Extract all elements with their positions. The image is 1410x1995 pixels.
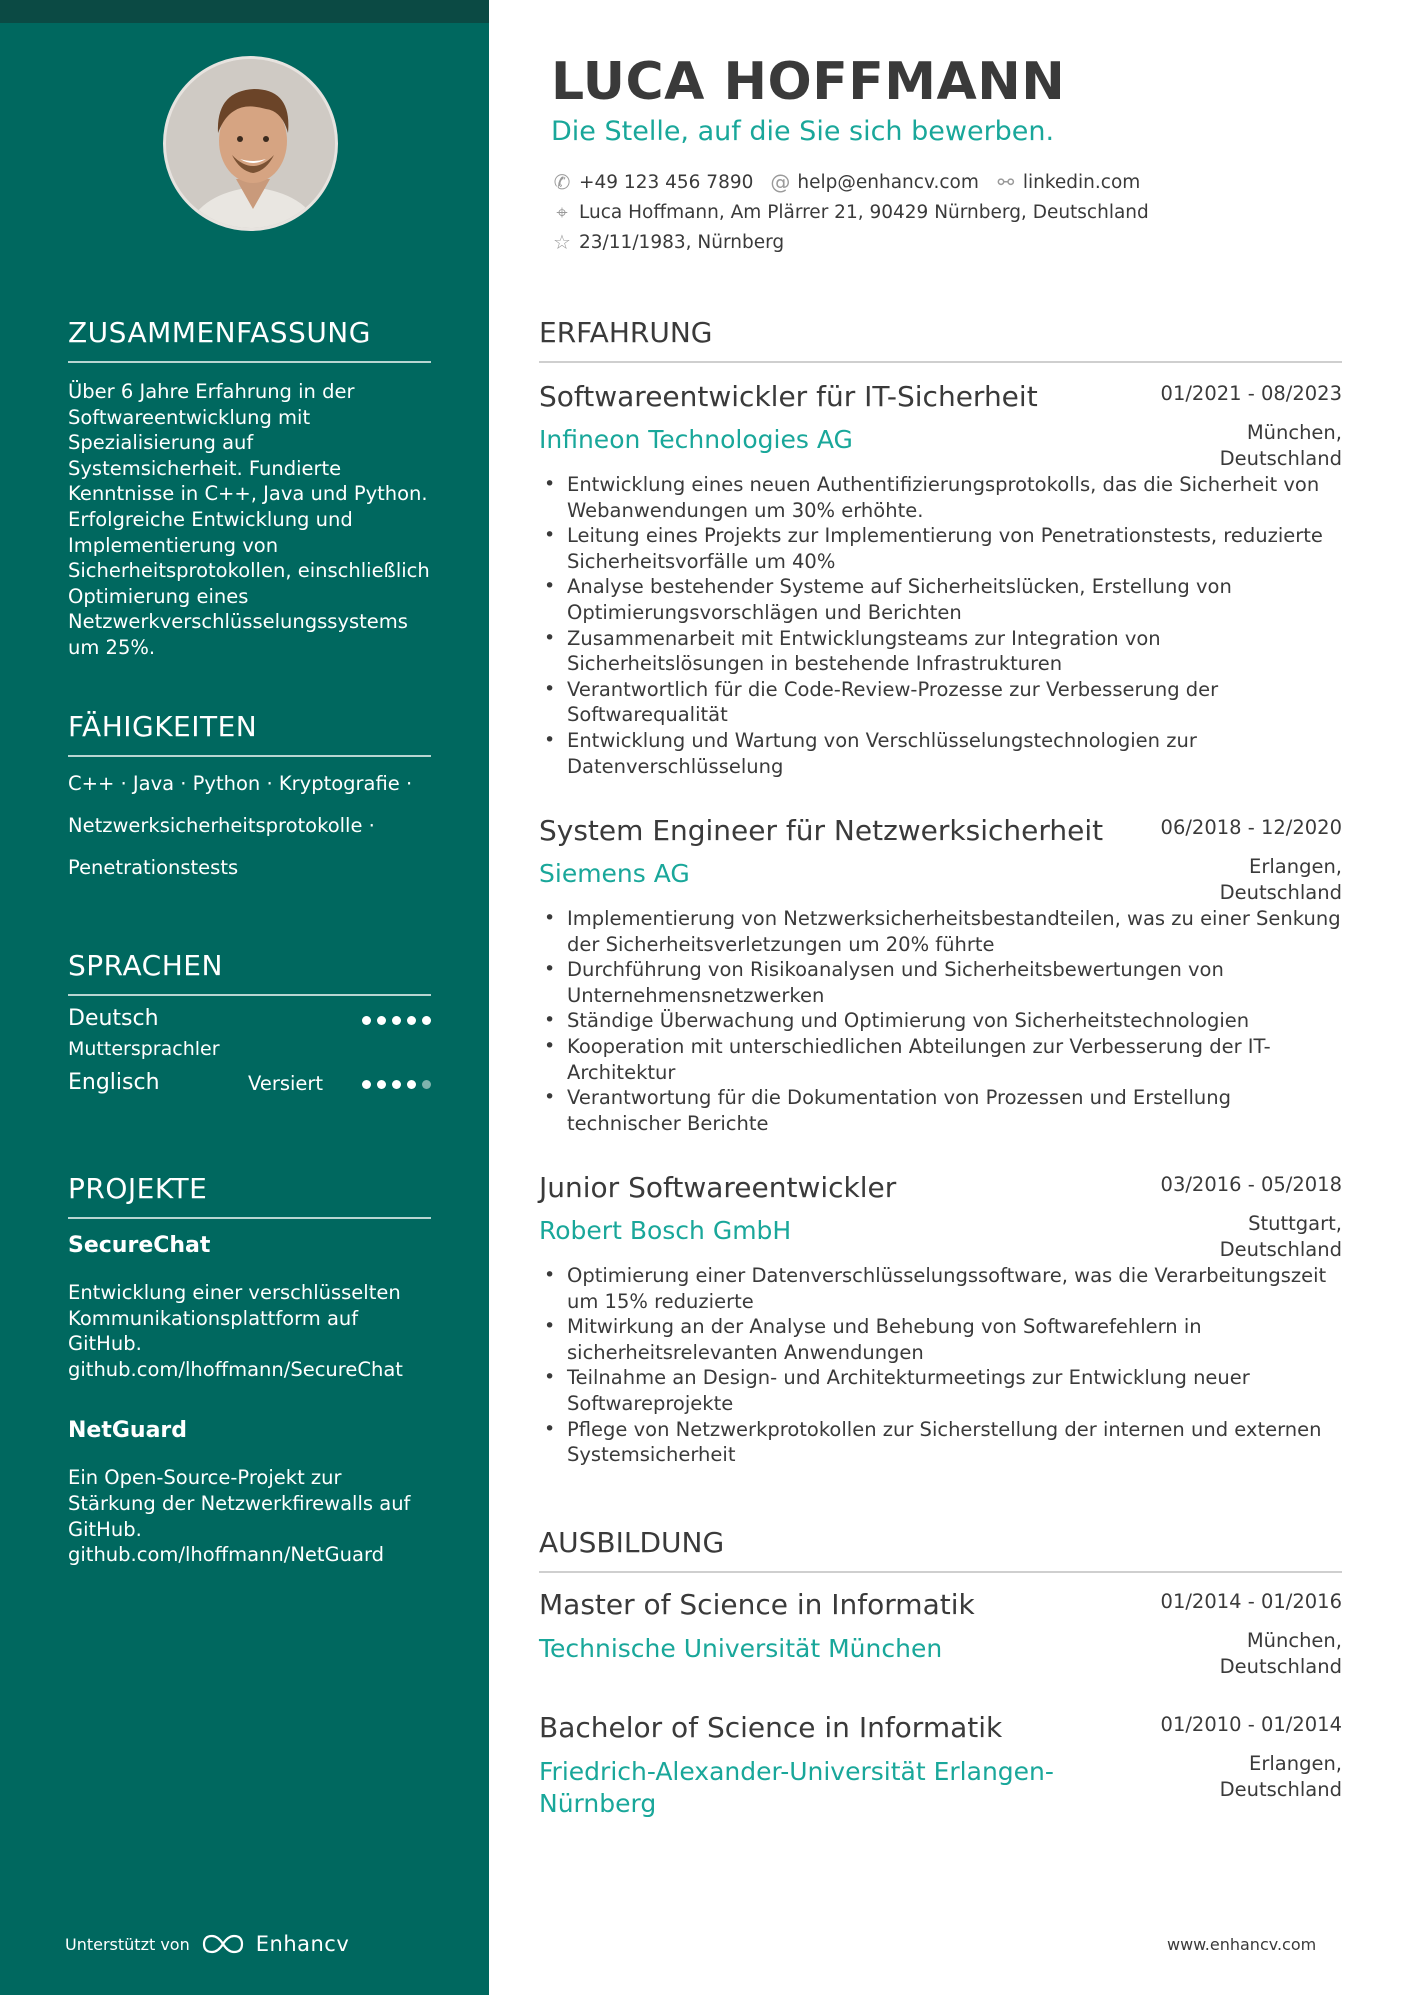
job-bullets xyxy=(539,906,1342,1136)
project-title: SecureChat xyxy=(68,1233,211,1258)
job-company: Robert Bosch GmbH xyxy=(539,1216,792,1245)
education-location xyxy=(1182,1751,1342,1802)
job-title: System Engineer für Netzwerksicherheit xyxy=(539,814,1104,847)
skills-section xyxy=(68,710,431,889)
job-location xyxy=(1182,854,1342,905)
languages-heading: SPRACHEN xyxy=(68,949,431,996)
job-bullet: • Entwicklung eines neuen Authentifizierungsprotokolls, das die Sicherheit von Webanwendungen um 30% erhöhte. xyxy=(539,472,1342,523)
rating-dot xyxy=(377,1016,386,1025)
location-pin-icon: ⌖ xyxy=(556,200,568,224)
education-heading: AUSBILDUNG xyxy=(539,1526,1342,1573)
skills-list xyxy=(68,763,431,889)
phone[interactable]: +49 123 456 7890 xyxy=(579,171,754,193)
job-bullet: • Zusammenarbeit mit Entwicklungsteams zur Integration von Sicherheitslösungen in bestehende Infrastrukturen xyxy=(539,626,1342,677)
job-dates: 06/2018 - 12/2020 xyxy=(1160,816,1342,839)
linkedin[interactable]: linkedin.com xyxy=(1022,171,1141,193)
project-description: Entwicklung einer verschlüsselten Kommunikationsplattform auf GitHub. github.com/lhoffmann/SecureChat xyxy=(68,1281,403,1381)
rating-dot xyxy=(392,1016,401,1025)
rating-dot xyxy=(407,1080,416,1089)
job-bullet: • Leitung eines Projekts zur Implementierung von Penetrationstests, reduzierte Sicherheitsvorfälle um 40% xyxy=(539,523,1342,574)
education-dates: 01/2010 - 01/2014 xyxy=(1160,1713,1342,1736)
degree-title: Bachelor of Science in Informatik xyxy=(539,1711,1003,1744)
job-bullet: • Teilnahme an Design- und Architekturmeetings zur Entwicklung neuer Softwareprojekte xyxy=(539,1365,1342,1416)
education-country: Deutschland xyxy=(1219,1777,1342,1801)
job-bullet: • Pflege von Netzwerkprotokollen zur Sicherstellung der internen und externen Systemsicherheit xyxy=(539,1417,1342,1468)
job-company: Infineon Technologies AG xyxy=(539,425,853,454)
email[interactable]: help@enhancv.com xyxy=(797,171,979,193)
language-name: Englisch xyxy=(68,1070,160,1095)
star-icon: ☆ xyxy=(553,230,571,254)
education-city: Erlangen, xyxy=(1249,1752,1342,1775)
sidebar-top-bar xyxy=(0,0,489,23)
job-bullet: • Optimierung einer Datenverschlüsselungssoftware, was die Verarbeitungszeit um 15% reduzierte xyxy=(539,1263,1342,1314)
projects-section xyxy=(68,1172,431,1568)
candidate-role: Die Stelle, auf die Sie sich bewerben. xyxy=(551,116,1055,147)
language-rating xyxy=(362,1016,431,1025)
address: Luca Hoffmann, Am Plärrer 21, 90429 Nürnberg, Deutschland xyxy=(579,201,1149,223)
phone-icon: ✆ xyxy=(553,170,571,194)
rating-dot xyxy=(392,1080,401,1089)
job-city: München, xyxy=(1246,421,1342,444)
job-bullet: • Ständige Überwachung und Optimierung von Sicherheitstechnologien xyxy=(539,1008,1342,1034)
job-entry xyxy=(539,814,1342,1136)
address-row xyxy=(551,200,1149,224)
summary-heading: ZUSAMMENFASSUNG xyxy=(68,316,431,363)
job-bullet: • Entwicklung und Wartung von Verschlüsselungstechnologien zur Datenverschlüsselung xyxy=(539,728,1342,779)
language-name: Deutsch xyxy=(68,1006,159,1031)
job-bullets xyxy=(539,472,1342,779)
rating-dot xyxy=(422,1016,431,1025)
job-location xyxy=(1182,420,1342,471)
powered-by xyxy=(65,1932,349,1956)
rating-dot xyxy=(422,1080,431,1089)
job-country: Deutschland xyxy=(1219,1237,1342,1261)
language-level: Muttersprachler xyxy=(68,1038,220,1060)
enhancv-brand: Enhancv xyxy=(255,1932,350,1956)
language-rating xyxy=(362,1080,431,1089)
sidebar xyxy=(0,0,489,1995)
education-location xyxy=(1182,1628,1342,1679)
enhancv-logo-icon xyxy=(200,1933,246,1955)
job-dates: 01/2021 - 08/2023 xyxy=(1160,382,1342,405)
candidate-name: LUCA HOFFMANN xyxy=(551,52,1066,112)
project-title: NetGuard xyxy=(68,1418,188,1444)
job-city: Erlangen, xyxy=(1249,855,1342,878)
powered-by-label: Unterstützt von xyxy=(65,1934,190,1954)
rating-dot xyxy=(377,1080,386,1089)
job-country: Deutschland xyxy=(1219,880,1342,904)
school-name: Technische Universität München xyxy=(539,1634,943,1663)
job-dates: 03/2016 - 05/2018 xyxy=(1160,1173,1342,1196)
education-city: München, xyxy=(1246,1629,1342,1652)
job-title: Junior Softwareentwickler xyxy=(539,1171,897,1204)
rating-dot xyxy=(362,1080,371,1089)
skills-line: C++ · Java · Python · Kryptografie · xyxy=(68,772,413,795)
job-bullet: • Verantwortlich für die Code-Review-Prozesse zur Verbesserung der Softwarequalität xyxy=(539,677,1342,728)
rating-dot xyxy=(407,1016,416,1025)
job-company: Siemens AG xyxy=(539,859,690,888)
projects-heading: PROJEKTE xyxy=(68,1172,431,1219)
school-name: Friedrich-Alexander-Universität Erlangen-Nürnberg xyxy=(539,1757,1054,1818)
education-entry xyxy=(539,1711,1342,1820)
project-description: Ein Open-Source-Projekt zur Stärkung der Netzwerkfirewalls auf GitHub. github.com/lhoffmann/NetGuard xyxy=(68,1466,411,1567)
language-level: Versiert xyxy=(248,1072,324,1095)
experience-heading: ERFAHRUNG xyxy=(539,316,1342,363)
job-bullet: • Verantwortung für die Dokumentation von Prozessen und Erstellung technischer Berichte xyxy=(539,1085,1342,1136)
education-entry xyxy=(539,1588,1342,1678)
job-bullet: • Mitwirkung an der Analyse und Behebung von Softwarefehlern in sicherheitsrelevanten Anwendungen xyxy=(539,1314,1342,1365)
summary-text: Über 6 Jahre Erfahrung in der Softwareentwicklung mit Spezialisierung auf Systemsicherheit. Fundierte Kenntnisse in C++, Java und Python. Erfolgreiche Entwicklung und Implementierung von Sicherheitsprotokollen, einschließlich Optimierung eines Netzwerkverschlüsselungssystems um 25%. xyxy=(68,380,430,659)
birth-info: 23/11/1983, Nürnberg xyxy=(579,231,785,253)
job-bullet: • Kooperation mit unterschiedlichen Abteilungen zur Verbesserung der IT-Architektur xyxy=(539,1034,1342,1085)
job-title: Softwareentwickler für IT-Sicherheit xyxy=(539,380,1038,413)
job-country: Deutschland xyxy=(1219,446,1342,470)
footer-url[interactable]: www.enhancv.com xyxy=(1167,1935,1317,1954)
job-bullet: • Analyse bestehender Systeme auf Sicherheitslücken, Erstellung von Optimierungsvorschlägen und Berichten xyxy=(539,574,1342,625)
skills-line: Netzwerksicherheitsprotokolle · xyxy=(68,814,375,837)
job-location xyxy=(1182,1211,1342,1262)
at-icon: @ xyxy=(770,170,791,194)
language-item xyxy=(68,996,431,1066)
languages-section xyxy=(68,949,431,1136)
degree-title: Master of Science in Informatik xyxy=(539,1588,975,1621)
language-item xyxy=(68,1066,431,1136)
job-entry xyxy=(539,1171,1342,1468)
rating-dot xyxy=(362,1016,371,1025)
link-icon: ⚯ xyxy=(997,170,1015,194)
summary-section xyxy=(68,316,431,661)
avatar xyxy=(163,56,338,231)
job-city: Stuttgart, xyxy=(1248,1212,1342,1235)
job-bullets xyxy=(539,1263,1342,1468)
education-dates: 01/2014 - 01/2016 xyxy=(1160,1590,1342,1613)
job-bullet: • Durchführung von Risikoanalysen und Sicherheitsbewertungen von Unternehmensnetzwerken xyxy=(539,957,1342,1008)
job-entry xyxy=(539,380,1342,779)
skills-heading: FÄHIGKEITEN xyxy=(68,710,431,757)
birth-row xyxy=(551,230,784,254)
job-bullet: • Implementierung von Netzwerksicherheitsbestandteilen, was zu einer Senkung der Sicherheitsverletzungen um 20% führte xyxy=(539,906,1342,957)
contact-row xyxy=(551,170,1140,194)
education-country: Deutschland xyxy=(1219,1654,1342,1678)
skills-line: Penetrationstests xyxy=(68,856,239,879)
